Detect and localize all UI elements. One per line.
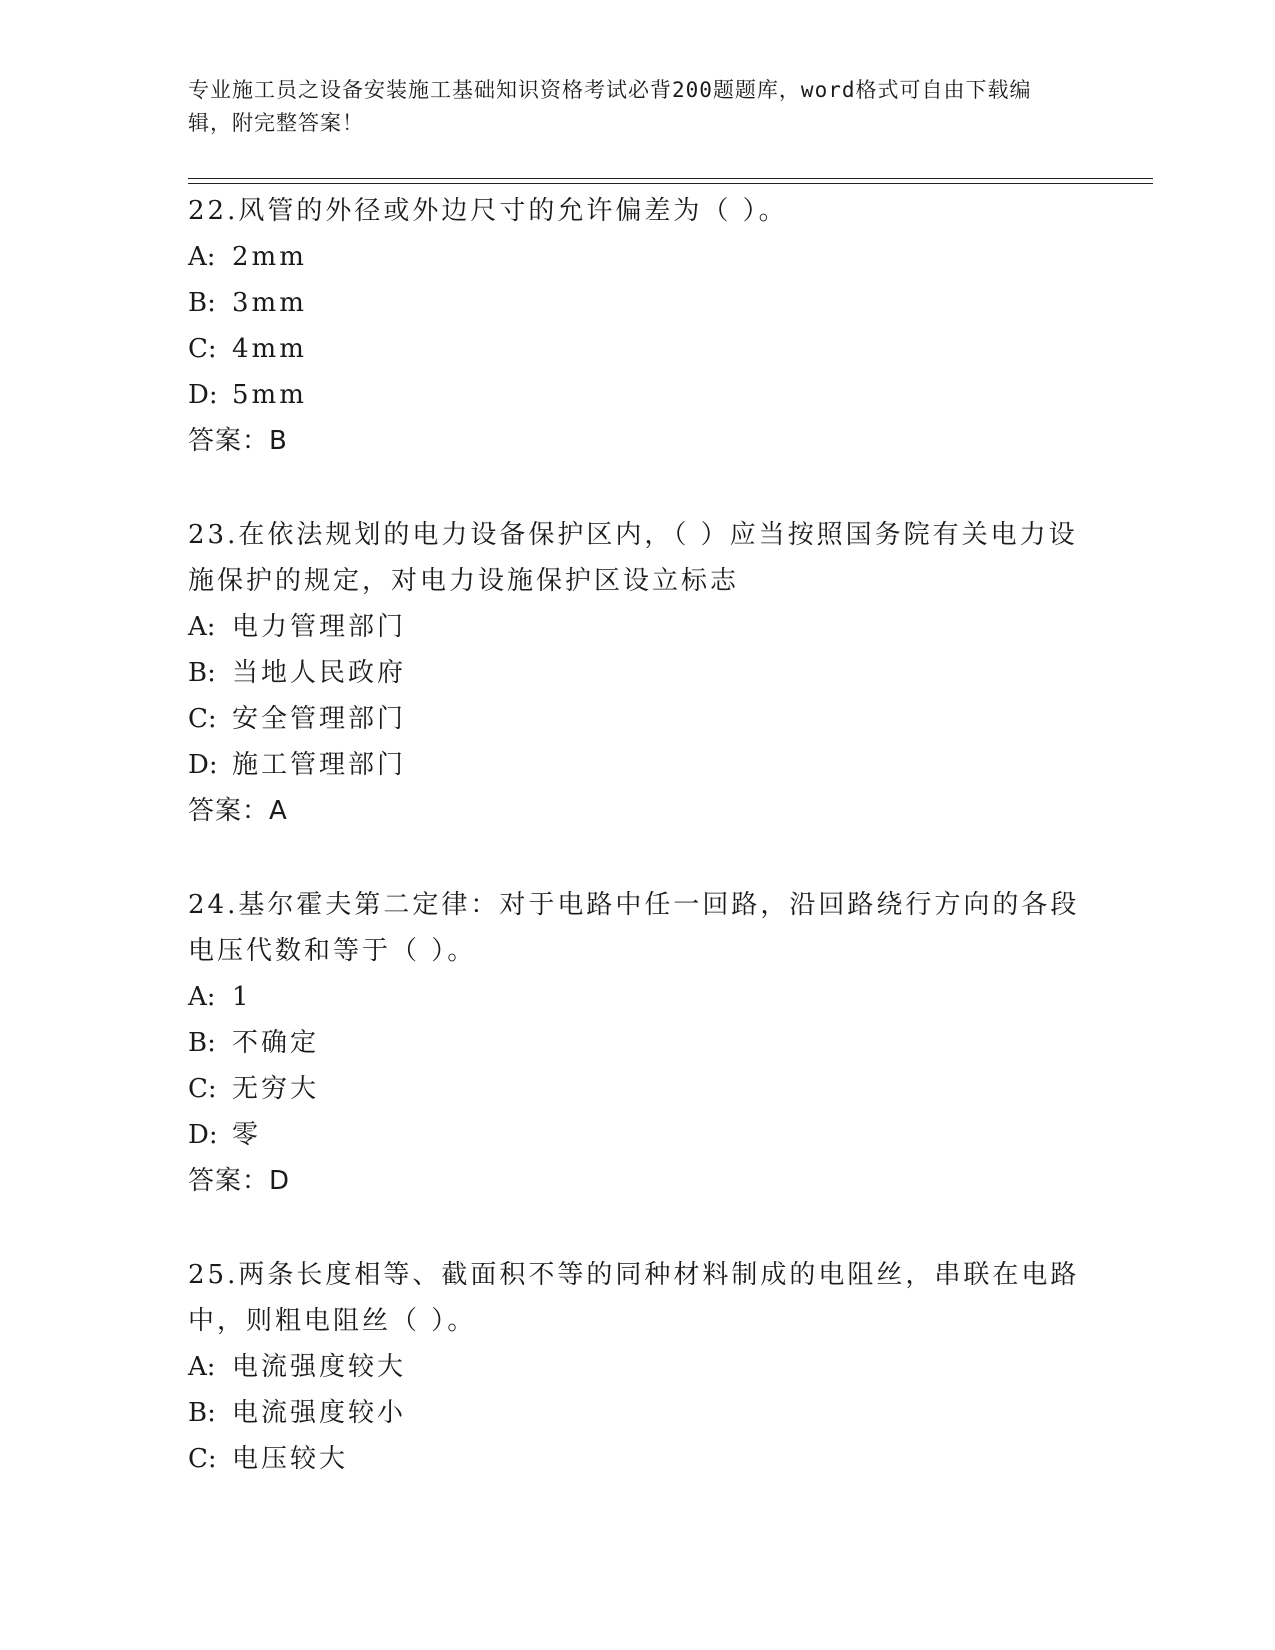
option-key: D: bbox=[188, 750, 218, 780]
document-header: 专业施工员之设备安装施工基础知识资格考试必背200题题库，word格式可自由下载编辑，附完整答案！ bbox=[188, 78, 1032, 135]
option-key: A: bbox=[188, 242, 216, 272]
header-divider-bottom bbox=[188, 183, 1153, 184]
option-c bbox=[188, 1066, 1088, 1112]
answer-line: 答案：B bbox=[188, 426, 288, 456]
option-text: 当地人民政府 bbox=[232, 658, 407, 688]
option-key: B: bbox=[188, 658, 216, 688]
option-key: C: bbox=[188, 704, 217, 734]
option-text: 电力管理部门 bbox=[232, 612, 407, 642]
option-text: 电流强度较大 bbox=[232, 1352, 407, 1382]
option-text: 5mm bbox=[232, 380, 307, 410]
option-key: C: bbox=[188, 334, 217, 364]
question-stem: 23.在依法规划的电力设备保护区内，（ ）应当按照国务院有关电力设施保护的规定，对电力设施保护区设立标志 bbox=[188, 520, 1078, 596]
header-divider-top bbox=[188, 178, 1153, 179]
option-text: 电压较大 bbox=[232, 1444, 349, 1474]
option-b bbox=[188, 1020, 1088, 1066]
question-stem: 22.风管的外径或外边尺寸的允许偏差为（ ）。 bbox=[188, 196, 788, 226]
option-text: 1 bbox=[232, 982, 252, 1012]
option-text: 4mm bbox=[232, 334, 307, 364]
option-a bbox=[188, 234, 1088, 280]
option-c bbox=[188, 326, 1088, 372]
answer-line: 答案：A bbox=[188, 796, 288, 826]
option-text: 3mm bbox=[232, 288, 307, 318]
option-a bbox=[188, 604, 1088, 650]
option-key: B: bbox=[188, 288, 216, 318]
option-d bbox=[188, 742, 1088, 788]
option-d bbox=[188, 372, 1088, 418]
question-list bbox=[188, 188, 1088, 1530]
question-22 bbox=[188, 188, 1088, 464]
option-key: A: bbox=[188, 1352, 216, 1382]
question-stem: 25.两条长度相等、截面积不等的同种材料制成的电阻丝，串联在电路中，则粗电阻丝（ ）。 bbox=[188, 1260, 1080, 1336]
option-b bbox=[188, 650, 1088, 696]
option-key: C: bbox=[188, 1444, 217, 1474]
option-key: B: bbox=[188, 1028, 216, 1058]
question-23 bbox=[188, 512, 1088, 834]
option-text: 施工管理部门 bbox=[232, 750, 407, 780]
option-d bbox=[188, 1112, 1088, 1158]
option-key: D: bbox=[188, 1120, 218, 1150]
option-key: A: bbox=[188, 982, 216, 1012]
option-text: 不确定 bbox=[232, 1028, 320, 1058]
option-a bbox=[188, 1344, 1088, 1390]
question-24 bbox=[188, 882, 1088, 1204]
option-text: 零 bbox=[232, 1120, 262, 1150]
question-25 bbox=[188, 1252, 1088, 1482]
option-text: 安全管理部门 bbox=[232, 704, 407, 734]
option-c bbox=[188, 696, 1088, 742]
option-b bbox=[188, 1390, 1088, 1436]
option-key: C: bbox=[188, 1074, 217, 1104]
option-c bbox=[188, 1436, 1088, 1482]
option-a bbox=[188, 974, 1088, 1020]
answer-line: 答案：D bbox=[188, 1166, 291, 1196]
option-key: A: bbox=[188, 612, 216, 642]
option-b bbox=[188, 280, 1088, 326]
option-text: 2mm bbox=[232, 242, 307, 272]
option-key: B: bbox=[188, 1398, 216, 1428]
question-stem: 24.基尔霍夫第二定律：对于电路中任一回路，沿回路绕行方向的各段电压代数和等于（ ）。 bbox=[188, 890, 1080, 966]
option-text: 电流强度较小 bbox=[232, 1398, 407, 1428]
option-text: 无穷大 bbox=[232, 1074, 320, 1104]
option-key: D: bbox=[188, 380, 218, 410]
